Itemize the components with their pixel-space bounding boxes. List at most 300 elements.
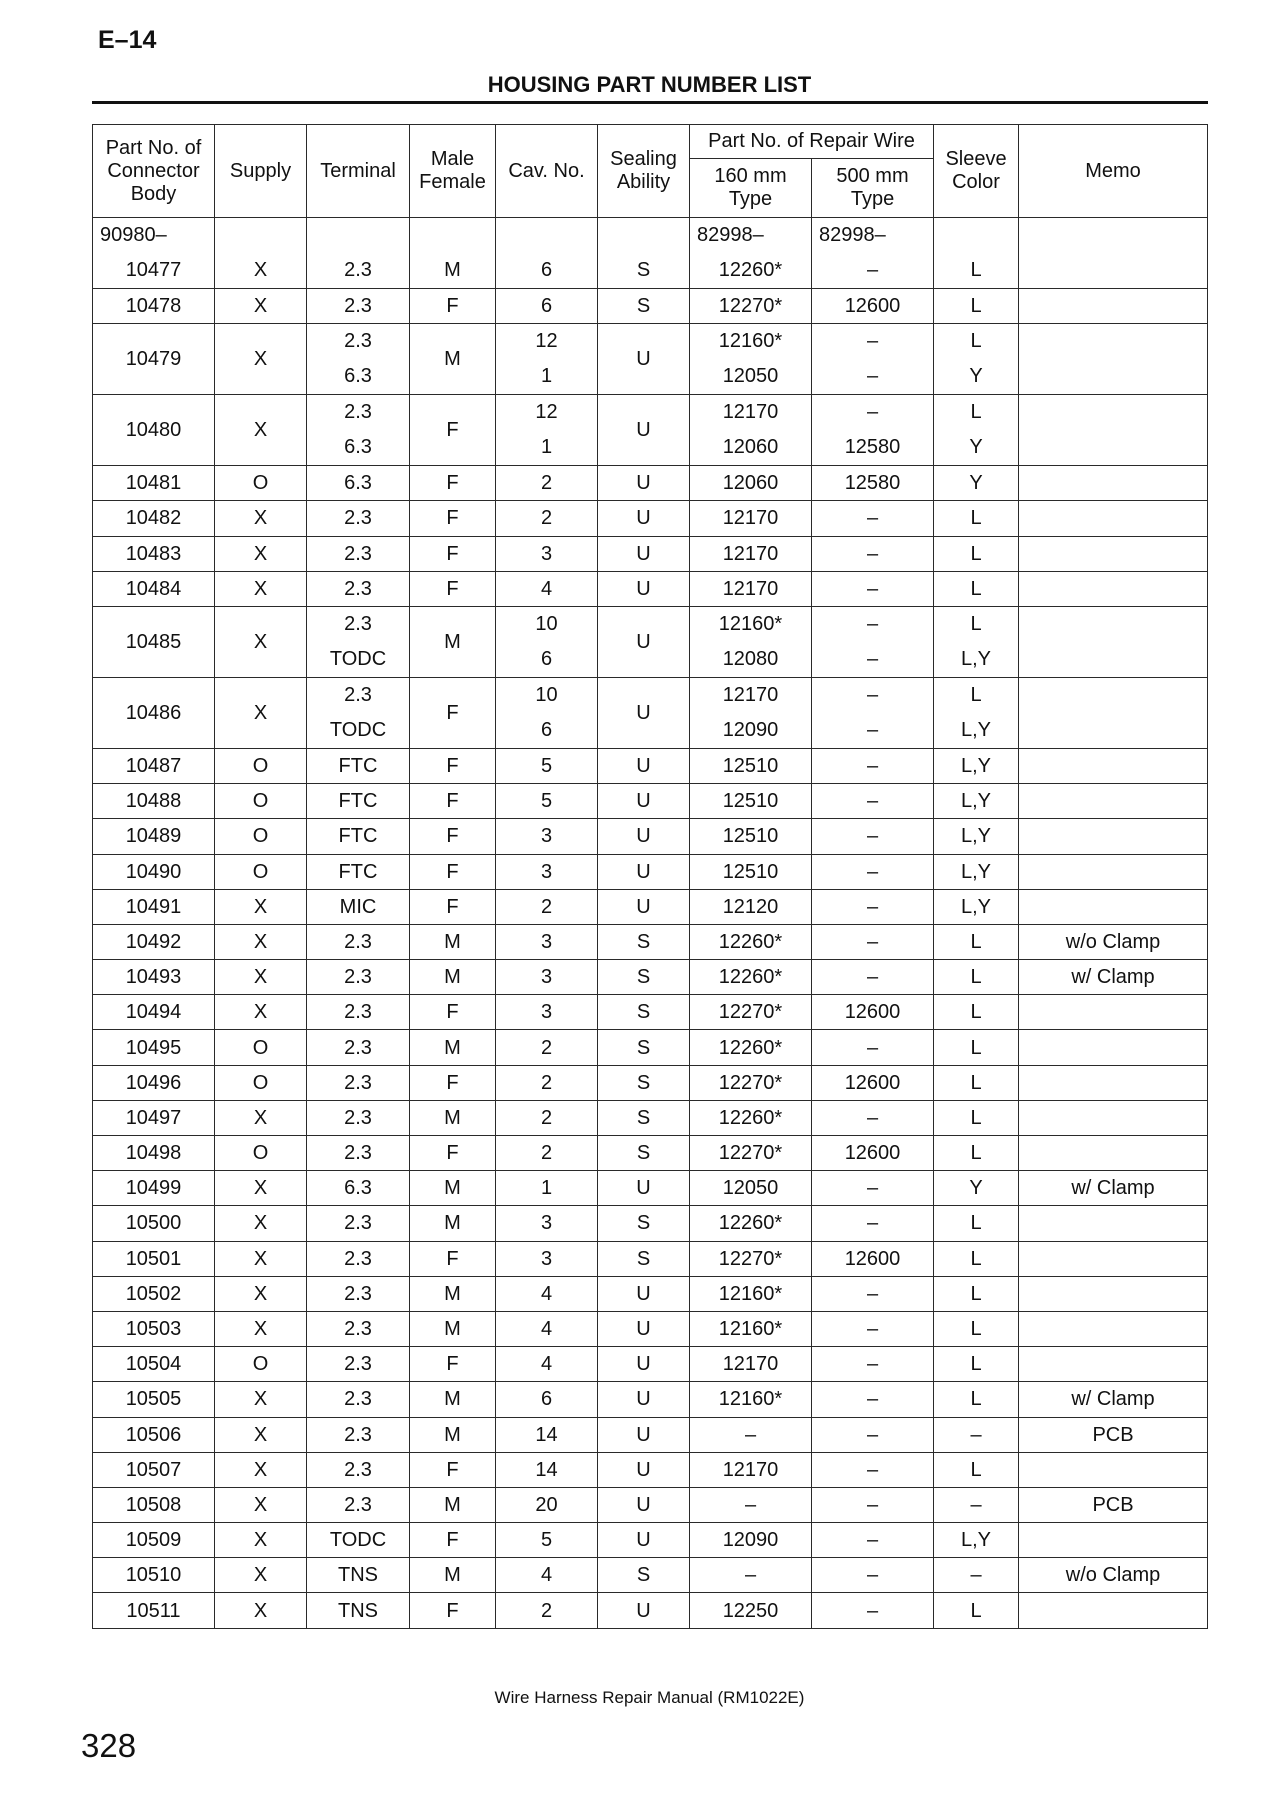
header-sealing-ability bbox=[598, 125, 690, 218]
cell-160mm: 12270* bbox=[690, 995, 812, 1030]
cell-sealing: S bbox=[598, 960, 690, 995]
cell-500mm: – bbox=[812, 924, 934, 959]
cell-part-no: 10478 bbox=[93, 289, 215, 324]
cell-500mm: – bbox=[812, 1417, 934, 1452]
table-row bbox=[93, 995, 1208, 1030]
cell-memo bbox=[1019, 289, 1208, 324]
cell-male-female: F bbox=[410, 1065, 496, 1100]
cell-160mm: 12160* bbox=[690, 1311, 812, 1346]
cell-memo: PCB bbox=[1019, 1487, 1208, 1522]
cell-male-female: F bbox=[410, 677, 496, 748]
cell-sleeve-color: L bbox=[934, 1347, 1019, 1382]
cell-sealing: S bbox=[598, 1558, 690, 1593]
cell-memo bbox=[1019, 1030, 1208, 1065]
cell-cav-no: 2 bbox=[496, 1136, 598, 1171]
table-row bbox=[93, 501, 1208, 536]
cell-male-female: F bbox=[410, 889, 496, 924]
cell-sleeve-color: L bbox=[934, 289, 1019, 324]
cell-sealing: U bbox=[598, 1382, 690, 1417]
cell-terminal-value: 2.3 bbox=[344, 330, 372, 353]
table-row bbox=[93, 324, 1208, 395]
cell-500mm: – bbox=[812, 571, 934, 606]
cell-terminal-value: 2.3 bbox=[344, 612, 372, 635]
cell-memo bbox=[1019, 748, 1208, 783]
cell-terminal: 2.3 bbox=[307, 1452, 410, 1487]
cell-terminal: FTC bbox=[307, 784, 410, 819]
cell-memo bbox=[1019, 1065, 1208, 1100]
cell-sleeve-color-value: L bbox=[970, 401, 982, 424]
cell-memo: w/ Clamp bbox=[1019, 1171, 1208, 1206]
cell-cav-no-value: 12 bbox=[535, 330, 558, 353]
cell-500mm: – bbox=[812, 1558, 934, 1593]
cell-160mm bbox=[690, 218, 812, 289]
cell-memo bbox=[1019, 466, 1208, 501]
table-row bbox=[93, 1452, 1208, 1487]
cell-part-no: 10501 bbox=[93, 1241, 215, 1276]
cell-cav-no-value: 6 bbox=[540, 718, 553, 741]
cell-cav-no-value: 6 bbox=[540, 259, 553, 281]
cell-sealing: U bbox=[598, 606, 690, 677]
cell-sealing: U bbox=[598, 854, 690, 889]
header-repair-wire: Part No. of Repair Wire bbox=[690, 125, 934, 159]
cell-part-no: 10509 bbox=[93, 1523, 215, 1558]
cell-terminal: TODC bbox=[307, 1523, 410, 1558]
cell-sleeve-color: L bbox=[934, 1593, 1019, 1628]
cell-male-female: F bbox=[410, 995, 496, 1030]
cell-part-no: 10511 bbox=[93, 1593, 215, 1628]
cell-sealing: U bbox=[598, 1276, 690, 1311]
cell-memo bbox=[1019, 1452, 1208, 1487]
cell-160mm-value: 12050 bbox=[722, 365, 779, 388]
cell-cav-no: 3 bbox=[496, 1206, 598, 1241]
cell-memo bbox=[1019, 501, 1208, 536]
cell-sleeve-color bbox=[934, 218, 1019, 289]
table-row bbox=[93, 395, 1208, 466]
cell-sealing: U bbox=[598, 466, 690, 501]
cell-sleeve-color: Y bbox=[934, 1171, 1019, 1206]
table-row bbox=[93, 218, 1208, 289]
cell-sealing: U bbox=[598, 324, 690, 395]
table-row bbox=[93, 1487, 1208, 1522]
cell-sleeve-color: L bbox=[934, 1065, 1019, 1100]
cell-cav-no: 4 bbox=[496, 571, 598, 606]
header-part-no-line: Connector bbox=[107, 159, 200, 182]
table-row bbox=[93, 1558, 1208, 1593]
cell-male-female: M bbox=[410, 960, 496, 995]
table-row bbox=[93, 1100, 1208, 1135]
header-cav-no: Cav. No. bbox=[496, 125, 598, 218]
cell-terminal: FTC bbox=[307, 819, 410, 854]
cell-terminal bbox=[307, 218, 410, 289]
cell-sleeve-color: L,Y bbox=[934, 748, 1019, 783]
cell-cav-no bbox=[496, 324, 598, 395]
header-male-female bbox=[410, 125, 496, 218]
housing-part-number-table bbox=[92, 124, 1208, 1629]
cell-500mm: – bbox=[812, 536, 934, 571]
cell-160mm-value: 12090 bbox=[722, 718, 779, 741]
cell-cav-no: 4 bbox=[496, 1276, 598, 1311]
cell-160mm: 12510 bbox=[690, 819, 812, 854]
cell-cav-no: 5 bbox=[496, 748, 598, 783]
cell-terminal-value: 2.3 bbox=[344, 259, 372, 281]
cell-terminal: MIC bbox=[307, 889, 410, 924]
cell-sleeve-color: L,Y bbox=[934, 819, 1019, 854]
cell-male-female: F bbox=[410, 1347, 496, 1382]
cell-sleeve-color bbox=[934, 324, 1019, 395]
cell-sleeve-color: L bbox=[934, 1382, 1019, 1417]
cell-terminal: FTC bbox=[307, 748, 410, 783]
cell-terminal: 2.3 bbox=[307, 1030, 410, 1065]
cell-sealing: U bbox=[598, 889, 690, 924]
cell-500mm-value: – bbox=[866, 365, 879, 388]
cell-160mm: 12260* bbox=[690, 1206, 812, 1241]
cell-memo bbox=[1019, 536, 1208, 571]
cell-part-no: 10503 bbox=[93, 1311, 215, 1346]
cell-memo bbox=[1019, 324, 1208, 395]
cell-cav-no: 2 bbox=[496, 1593, 598, 1628]
cell-160mm: 12270* bbox=[690, 1065, 812, 1100]
cell-160mm: 12170 bbox=[690, 1347, 812, 1382]
cell-male-female: F bbox=[410, 1452, 496, 1487]
cell-male-female: F bbox=[410, 1241, 496, 1276]
cell-cav-no: 3 bbox=[496, 960, 598, 995]
cell-cav-no: 6 bbox=[496, 1382, 598, 1417]
cell-sealing: U bbox=[598, 395, 690, 466]
cell-memo bbox=[1019, 889, 1208, 924]
cell-supply: X bbox=[215, 995, 307, 1030]
cell-supply: X bbox=[215, 571, 307, 606]
cell-sleeve-color: L bbox=[934, 995, 1019, 1030]
table-row bbox=[93, 960, 1208, 995]
cell-sealing-prefix bbox=[598, 218, 689, 253]
cell-terminal: TNS bbox=[307, 1593, 410, 1628]
cell-sealing: S bbox=[598, 1100, 690, 1135]
table-row bbox=[93, 784, 1208, 819]
cell-supply: X bbox=[215, 289, 307, 324]
header-sleeve-line: Color bbox=[952, 171, 1000, 193]
table-body bbox=[93, 218, 1208, 1629]
cell-cav-no: 14 bbox=[496, 1452, 598, 1487]
cell-160mm: – bbox=[690, 1417, 812, 1452]
cell-sealing: S bbox=[598, 1241, 690, 1276]
cell-supply: X bbox=[215, 1417, 307, 1452]
cell-part-no: 10482 bbox=[93, 501, 215, 536]
cell-memo bbox=[1019, 784, 1208, 819]
cell-supply: X bbox=[215, 889, 307, 924]
cell-terminal: 2.3 bbox=[307, 960, 410, 995]
header-terminal: Terminal bbox=[307, 125, 410, 218]
cell-500mm: – bbox=[812, 889, 934, 924]
cell-cav-no bbox=[496, 395, 598, 466]
footer-manual-title: Wire Harness Repair Manual (RM1022E) bbox=[494, 1688, 805, 1707]
cell-part-no: 10499 bbox=[93, 1171, 215, 1206]
cell-cav-no: 2 bbox=[496, 1100, 598, 1135]
cell-part-no: 10488 bbox=[93, 784, 215, 819]
cell-160mm-value: 12080 bbox=[722, 647, 779, 670]
cell-male-female: F bbox=[410, 819, 496, 854]
cell-terminal bbox=[307, 395, 410, 466]
table-row bbox=[93, 819, 1208, 854]
cell-part-no: 10504 bbox=[93, 1347, 215, 1382]
cell-part-no: 10500 bbox=[93, 1206, 215, 1241]
cell-sleeve-color: L bbox=[934, 1311, 1019, 1346]
cell-500mm bbox=[812, 395, 934, 466]
cell-terminal: 2.3 bbox=[307, 501, 410, 536]
cell-cav-no: 6 bbox=[496, 289, 598, 324]
cell-part-no: 10489 bbox=[93, 819, 215, 854]
table-row bbox=[93, 1276, 1208, 1311]
cell-500mm: 12600 bbox=[812, 1065, 934, 1100]
cell-cav-no: 3 bbox=[496, 1241, 598, 1276]
header-male-female-line: Female bbox=[419, 171, 486, 193]
cell-male-female: F bbox=[410, 501, 496, 536]
cell-male-female: M bbox=[410, 1171, 496, 1206]
cell-terminal: 2.3 bbox=[307, 1206, 410, 1241]
cell-sleeve-color: L bbox=[934, 1136, 1019, 1171]
cell-memo bbox=[1019, 1523, 1208, 1558]
cell-part-no: 10491 bbox=[93, 889, 215, 924]
cell-160mm-value: 12160* bbox=[718, 612, 783, 635]
cell-sleeve-color: Y bbox=[934, 466, 1019, 501]
cell-supply: O bbox=[215, 1347, 307, 1382]
table-row bbox=[93, 606, 1208, 677]
cell-terminal-value: TODC bbox=[329, 718, 387, 741]
cell-160mm: 12160* bbox=[690, 1382, 812, 1417]
cell-500mm: – bbox=[812, 1452, 934, 1487]
cell-male-female: M bbox=[410, 1276, 496, 1311]
cell-sleeve-color: L bbox=[934, 571, 1019, 606]
cell-male-female: M bbox=[410, 1100, 496, 1135]
cell-terminal: 2.3 bbox=[307, 536, 410, 571]
cell-sealing: U bbox=[598, 1452, 690, 1487]
cell-500mm: 12600 bbox=[812, 1241, 934, 1276]
cell-supply: X bbox=[215, 606, 307, 677]
cell-terminal: 2.3 bbox=[307, 1382, 410, 1417]
cell-160mm: 12170 bbox=[690, 571, 812, 606]
cell-500mm: – bbox=[812, 1276, 934, 1311]
cell-male-female: M bbox=[410, 924, 496, 959]
cell-160mm: 12170 bbox=[690, 1452, 812, 1487]
cell-supply: X bbox=[215, 1523, 307, 1558]
cell-part-no: 10480 bbox=[93, 395, 215, 466]
cell-sealing: U bbox=[598, 1171, 690, 1206]
cell-160mm-value: 12170 bbox=[722, 401, 779, 424]
cell-supply: X bbox=[215, 536, 307, 571]
cell-memo: w/ Clamp bbox=[1019, 1382, 1208, 1417]
cell-sleeve-color: L bbox=[934, 1276, 1019, 1311]
cell-male-female: M bbox=[410, 1206, 496, 1241]
cell-cav-no-value: 10 bbox=[535, 612, 558, 635]
cell-supply: X bbox=[215, 1276, 307, 1311]
cell-memo bbox=[1019, 1206, 1208, 1241]
cell-part-no: 10510 bbox=[93, 1558, 215, 1593]
cell-terminal-value: TODC bbox=[329, 647, 387, 670]
cell-160mm bbox=[690, 395, 812, 466]
cell-160mm: 12270* bbox=[690, 289, 812, 324]
cell-sleeve-color-value: Y bbox=[969, 436, 983, 459]
cell-cav-no: 3 bbox=[496, 995, 598, 1030]
table-row bbox=[93, 1065, 1208, 1100]
cell-500mm: – bbox=[812, 1593, 934, 1628]
cell-part-no: 10495 bbox=[93, 1030, 215, 1065]
cell-sleeve-color bbox=[934, 395, 1019, 466]
cell-terminal: TNS bbox=[307, 1558, 410, 1593]
cell-supply: X bbox=[215, 1382, 307, 1417]
table-row bbox=[93, 1347, 1208, 1382]
cell-160mm: 12170 bbox=[690, 536, 812, 571]
cell-sealing: U bbox=[598, 1347, 690, 1382]
table-row bbox=[93, 1206, 1208, 1241]
cell-500mm-value: 12580 bbox=[844, 436, 901, 459]
cell-part-no bbox=[93, 218, 215, 289]
cell-supply: X bbox=[215, 324, 307, 395]
cell-sleeve-color-value: L,Y bbox=[961, 647, 992, 670]
cell-cav-no: 4 bbox=[496, 1347, 598, 1382]
cell-sealing: U bbox=[598, 1417, 690, 1452]
cell-supply: O bbox=[215, 854, 307, 889]
cell-sealing: U bbox=[598, 1593, 690, 1628]
cell-sleeve-color-value: L bbox=[970, 612, 982, 635]
cell-male-female bbox=[410, 218, 496, 289]
cell-sleeve-color: L bbox=[934, 501, 1019, 536]
cell-sleeve-color: L bbox=[934, 1241, 1019, 1276]
cell-supply: O bbox=[215, 784, 307, 819]
cell-male-female: M bbox=[410, 1030, 496, 1065]
cell-500mm: – bbox=[812, 784, 934, 819]
header-sleeve-color bbox=[934, 125, 1019, 218]
cell-part-no: 10493 bbox=[93, 960, 215, 995]
cell-cav-no: 3 bbox=[496, 924, 598, 959]
cell-supply: X bbox=[215, 924, 307, 959]
cell-memo bbox=[1019, 395, 1208, 466]
cell-supply: O bbox=[215, 1030, 307, 1065]
cell-terminal: 6.3 bbox=[307, 1171, 410, 1206]
header-part-no-line: Body bbox=[130, 182, 177, 205]
cell-part-no: 10505 bbox=[93, 1382, 215, 1417]
cell-supply: X bbox=[215, 1452, 307, 1487]
cell-terminal-value: 2.3 bbox=[344, 683, 372, 706]
cell-supply: X bbox=[215, 1593, 307, 1628]
cell-cav-no: 5 bbox=[496, 1523, 598, 1558]
cell-supply bbox=[215, 218, 307, 289]
cell-sleeve-color: L,Y bbox=[934, 889, 1019, 924]
cell-part-no: 10486 bbox=[93, 677, 215, 748]
cell-male-female: F bbox=[410, 536, 496, 571]
cell-male-female: F bbox=[410, 289, 496, 324]
cell-memo bbox=[1019, 1593, 1208, 1628]
cell-sleeve-color bbox=[934, 606, 1019, 677]
table-header bbox=[93, 125, 1208, 218]
cell-cav-no: 4 bbox=[496, 1558, 598, 1593]
cell-male-female: F bbox=[410, 395, 496, 466]
table-row bbox=[93, 536, 1208, 571]
cell-part-no: 10494 bbox=[93, 995, 215, 1030]
cell-terminal: 2.3 bbox=[307, 1347, 410, 1382]
table-row bbox=[93, 289, 1208, 324]
cell-memo bbox=[1019, 995, 1208, 1030]
cell-memo: w/o Clamp bbox=[1019, 1558, 1208, 1593]
cell-160mm: 12090 bbox=[690, 1523, 812, 1558]
cell-sleeve-color: L bbox=[934, 924, 1019, 959]
cell-male-female: F bbox=[410, 466, 496, 501]
cell-male-female: F bbox=[410, 1593, 496, 1628]
cell-160mm-prefix: 82998– bbox=[697, 224, 764, 246]
cell-male-female: F bbox=[410, 571, 496, 606]
cell-male-female-value: M bbox=[444, 259, 461, 281]
cell-supply: O bbox=[215, 748, 307, 783]
cell-sleeve-color: L,Y bbox=[934, 854, 1019, 889]
cell-160mm-value: 12060 bbox=[722, 436, 779, 459]
cell-part-no: 10496 bbox=[93, 1065, 215, 1100]
cell-memo bbox=[1019, 218, 1208, 289]
cell-terminal: 2.3 bbox=[307, 1241, 410, 1276]
cell-cav-no: 2 bbox=[496, 889, 598, 924]
cell-sealing: U bbox=[598, 784, 690, 819]
cell-memo bbox=[1019, 606, 1208, 677]
cell-sealing: U bbox=[598, 819, 690, 854]
cell-sleeve-color: L bbox=[934, 536, 1019, 571]
cell-supply: X bbox=[215, 1100, 307, 1135]
cell-terminal bbox=[307, 677, 410, 748]
cell-160mm: 12120 bbox=[690, 889, 812, 924]
cell-160mm: 12050 bbox=[690, 1171, 812, 1206]
cell-cav-no: 2 bbox=[496, 1065, 598, 1100]
cell-cav-no-value: 12 bbox=[535, 401, 558, 424]
cell-500mm: – bbox=[812, 1523, 934, 1558]
cell-terminal: 2.3 bbox=[307, 571, 410, 606]
cell-part-no: 10502 bbox=[93, 1276, 215, 1311]
cell-500mm: – bbox=[812, 1206, 934, 1241]
cell-500mm: – bbox=[812, 1030, 934, 1065]
cell-sleeve-color-value: Y bbox=[969, 365, 983, 388]
cell-terminal: FTC bbox=[307, 854, 410, 889]
cell-sleeve-color: L,Y bbox=[934, 1523, 1019, 1558]
cell-500mm: – bbox=[812, 819, 934, 854]
cell-cav-no: 2 bbox=[496, 1030, 598, 1065]
table-row bbox=[93, 1030, 1208, 1065]
cell-160mm: 12260* bbox=[690, 1100, 812, 1135]
cell-cav-no: 5 bbox=[496, 784, 598, 819]
cell-memo bbox=[1019, 1276, 1208, 1311]
cell-terminal: 2.3 bbox=[307, 995, 410, 1030]
cell-cav-no: 2 bbox=[496, 501, 598, 536]
cell-500mm-value: – bbox=[866, 647, 879, 670]
cell-500mm: 12600 bbox=[812, 289, 934, 324]
cell-memo: w/ Clamp bbox=[1019, 960, 1208, 995]
cell-cav-no: 2 bbox=[496, 466, 598, 501]
cell-male-female: M bbox=[410, 324, 496, 395]
cell-160mm-value: 12160* bbox=[718, 330, 783, 353]
cell-supply-value: X bbox=[253, 259, 268, 281]
cell-part-no: 10508 bbox=[93, 1487, 215, 1522]
header-500mm-type bbox=[812, 159, 934, 218]
cell-part-no: 10483 bbox=[93, 536, 215, 571]
header-160mm-line: 160 mm bbox=[714, 165, 787, 187]
cell-sleeve-color: – bbox=[934, 1417, 1019, 1452]
cell-part-no: 10498 bbox=[93, 1136, 215, 1171]
title-rule-divider bbox=[92, 101, 1208, 104]
cell-memo-value bbox=[1019, 253, 1207, 288]
cell-cav-no: 14 bbox=[496, 1417, 598, 1452]
cell-cav-no-value: 1 bbox=[540, 436, 553, 459]
cell-part-no: 10507 bbox=[93, 1452, 215, 1487]
table-row bbox=[93, 748, 1208, 783]
cell-500mm-value: – bbox=[866, 330, 879, 353]
cell-160mm: 12260* bbox=[690, 1030, 812, 1065]
cell-male-female-prefix bbox=[410, 218, 495, 253]
cell-terminal-value: 6.3 bbox=[344, 365, 372, 388]
cell-500mm: – bbox=[812, 501, 934, 536]
